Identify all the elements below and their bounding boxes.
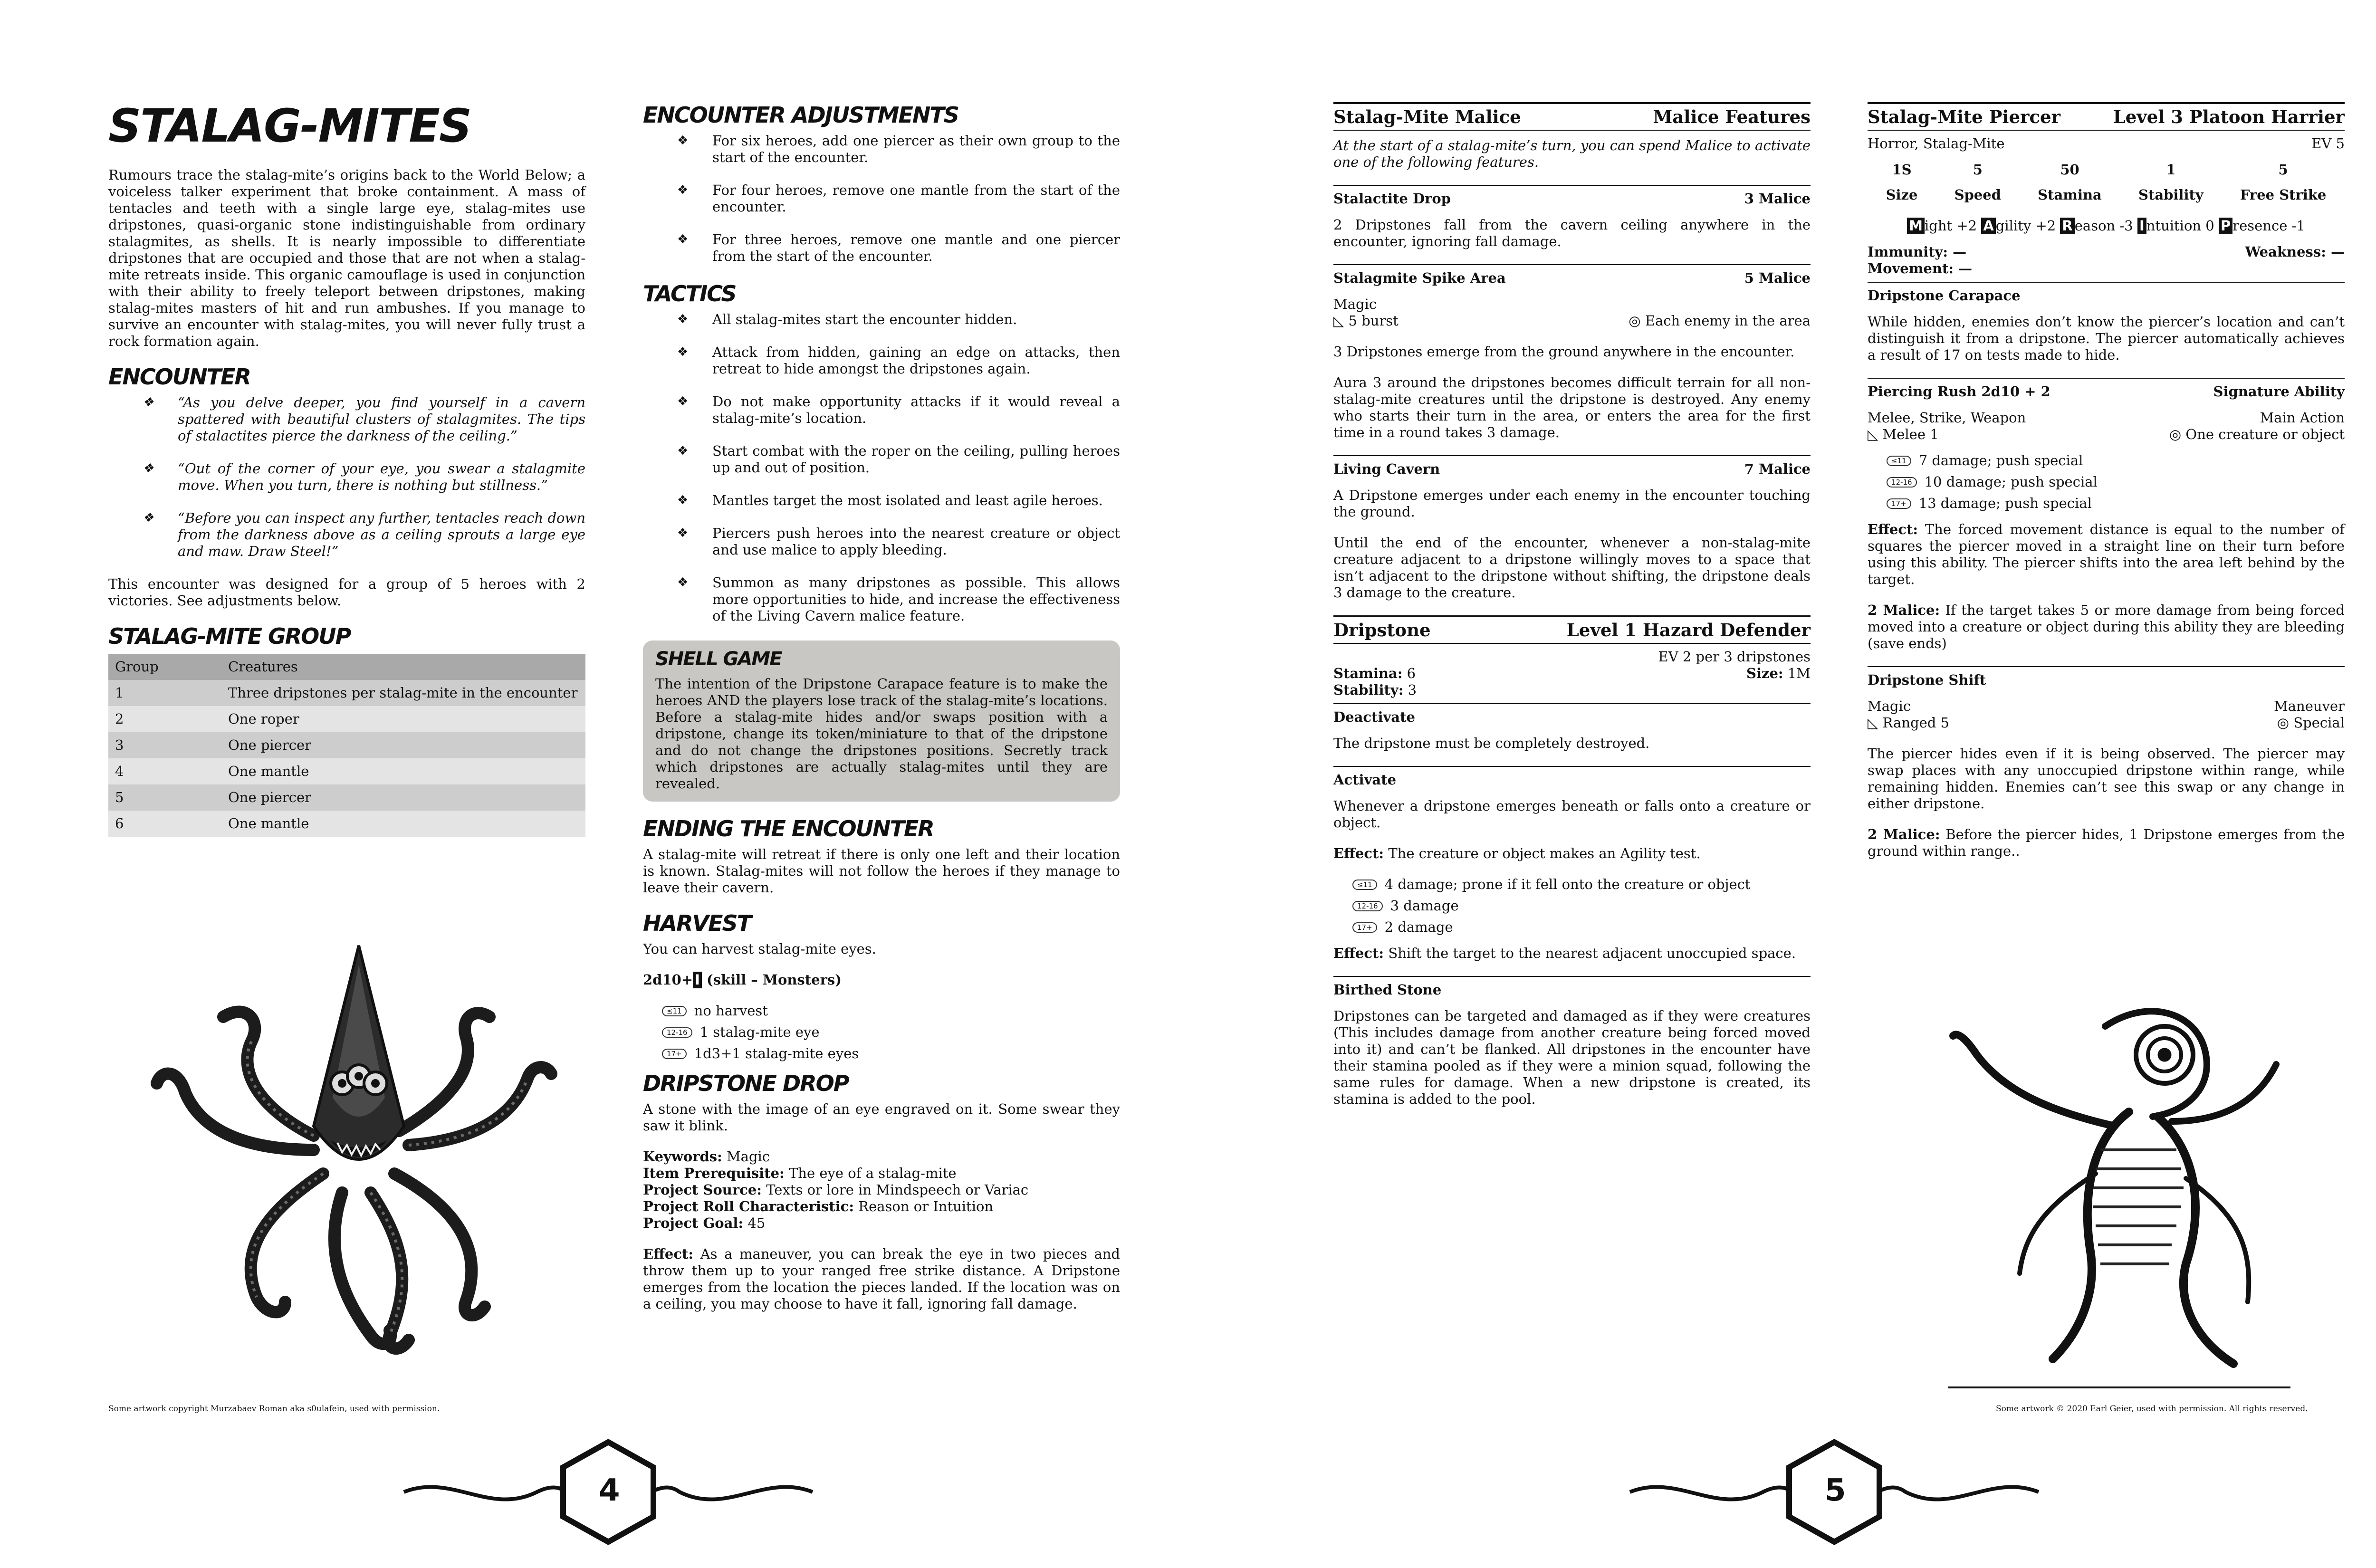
malice-type: Malice Features xyxy=(1653,106,1811,127)
divider xyxy=(1868,282,2345,283)
stat-stamina xyxy=(2038,162,2102,203)
characteristic-text: ight +2 xyxy=(1924,218,1977,234)
field-label: Keywords: xyxy=(643,1148,722,1165)
ability-type: Signature Ability xyxy=(2213,383,2345,400)
rush-keyword-row xyxy=(1868,410,2345,426)
list-item: ❖ “Out of the corner of your eye, you swear a stalagmite move. When you turn, there is nothing but stillness.” xyxy=(108,460,585,494)
table-cell: One mantle xyxy=(221,758,585,784)
field-row xyxy=(643,1198,1120,1215)
malice-label: 2 Malice: xyxy=(1868,602,1940,618)
field-row xyxy=(643,1215,1120,1232)
table-header-row xyxy=(108,654,585,680)
field-value: Magic xyxy=(722,1148,770,1165)
left-column-2 xyxy=(643,102,1120,1327)
dripstone-ev: EV 2 per 3 dripstones xyxy=(1658,649,1811,665)
stat-value: 50 xyxy=(2060,162,2079,178)
malice-text: If the target takes 5 or more damage from being forced moved into a creature or object during this ability they are bleeding (save ends) xyxy=(1868,602,2345,651)
divider xyxy=(1333,766,1811,767)
drop-text: A stone with the image of an eye engraved on it. Some swear they saw it blink. xyxy=(643,1101,1120,1134)
piercer-keywords: Horror, Stalag-Mite xyxy=(1868,135,2005,152)
rush-malice xyxy=(1868,602,2345,652)
birthed-text: Dripstones can be targeted and damaged as if they were creatures (This includes damage from another creature being forced moved into it) and can’t be flanked. All dripstones in the encounter have their stamina pooled as if they were a minion squad, following the same rules for damage. When a new dripstone is created, its stamina is added to the pool. xyxy=(1333,1008,1811,1107)
melee-icon: ◺ xyxy=(1868,426,1883,442)
field-row xyxy=(643,1148,1120,1165)
divider xyxy=(1333,185,1811,186)
adjustment-list xyxy=(643,133,1120,265)
feature-name: Stalactite Drop xyxy=(1333,191,1451,207)
table-cell: 2 xyxy=(108,706,221,732)
ability-distance xyxy=(1868,426,1939,443)
list-item: ❖ Mantles target the most isolated and least agile heroes. xyxy=(643,492,1120,509)
table-cell: 5 xyxy=(108,784,221,811)
right-page xyxy=(1212,0,2376,1568)
drop-fields xyxy=(643,1148,1120,1232)
tier-text: 13 damage; push special xyxy=(1918,495,2092,511)
feature-text: Until the end of the encounter, whenever a non-stalag-mite creature adjacent to a dripstone willingly moves to a space that isn’t adjacent to the dripstone without shifting, the dripstone deals 3 damage to the creature. xyxy=(1333,535,1811,601)
feature-header xyxy=(1333,191,1811,207)
activate-effect-2 xyxy=(1333,945,1811,962)
feature-name: Activate xyxy=(1333,772,1397,788)
list-item: ❖ Start combat with the roper on the ceiling, pulling heroes up and out of position. xyxy=(643,443,1120,476)
effect-text: The forced movement distance is equal to the number of squares the piercer moved in a straight line on their turn before using this ability. The piercer shifts into the area left behind by the target. xyxy=(1868,521,2345,587)
stat-speed xyxy=(1954,162,2001,203)
table-cell: Three dripstones per stalag-mite in the encounter xyxy=(221,680,585,706)
tier-row xyxy=(662,1024,1120,1041)
field-value: Texts or lore in Mindspeech or Variac xyxy=(761,1182,1029,1198)
table-row xyxy=(108,811,585,837)
divider xyxy=(1333,455,1811,456)
tier-row xyxy=(1352,919,1811,936)
movement: Movement: — xyxy=(1868,260,1973,277)
list-item: ❖ “Before you can inspect any further, tentacles reach down from the darkness above as a ceiling sprouts a large eye and maw. Draw Steel!” xyxy=(108,510,585,560)
feature-header xyxy=(1333,270,1811,287)
size-label: Size: xyxy=(1746,665,1783,681)
effect-label: Effect: xyxy=(643,1246,694,1262)
page-number: 5 xyxy=(1825,1473,1846,1508)
stat-value: 1S xyxy=(1892,162,1912,178)
birthed-header xyxy=(1333,982,1811,998)
list-item-text: For four heroes, remove one mantle from the start of the encounter. xyxy=(712,182,1120,215)
target-text: Each enemy in the area xyxy=(1645,313,1811,329)
stat-label: Speed xyxy=(1954,187,2001,203)
area-icon: ◺ xyxy=(1333,313,1349,329)
tier-row xyxy=(1352,876,1811,893)
malice-intro: At the start of a stalag-mite’s turn, you can spend Malice to activate one of the following features. xyxy=(1333,137,1811,170)
carapace-header xyxy=(1868,287,2345,304)
stat-value: 5 xyxy=(1973,162,1983,178)
table-row xyxy=(108,680,585,706)
agility-icon: A xyxy=(1981,218,1995,234)
tier-row xyxy=(1887,495,2345,512)
shift-malice xyxy=(1868,826,2345,860)
effect-label: Effect: xyxy=(1868,521,1918,537)
tier-text: 3 damage xyxy=(1390,898,1459,914)
harvest-text: You can harvest stalag-mite eyes. xyxy=(643,941,876,957)
rush-distance-row xyxy=(1868,426,2345,443)
rush-tiers xyxy=(1868,452,2345,512)
harvest-tiers xyxy=(643,1003,1120,1062)
target-icon: ◎ xyxy=(1629,313,1645,329)
dripstone-name: Dripstone xyxy=(1333,620,1431,641)
divider xyxy=(1868,378,2345,379)
shell-game-sidebar xyxy=(643,641,1120,802)
encounter-quotes xyxy=(108,394,585,560)
shift-keyword-row xyxy=(1868,698,2345,715)
effect-text: As a maneuver, you can break the eye in two pieces and throw them up to your ranged free strike distance. A Dripstone emerges from the location the pieces landed. If the location was on a ceiling, you may choose to have it fall, ignoring fall damage. xyxy=(643,1246,1120,1312)
intuition-icon: I xyxy=(693,972,702,988)
ability-target xyxy=(2277,715,2345,731)
stamina xyxy=(1333,665,1416,682)
malice-label: 2 Malice: xyxy=(1868,826,1940,842)
list-item: ❖ “As you delve deeper, you find yourself in a cavern spattered with beautiful clusters of stalagmites. The tips of stalactites pierce the darkness of the ceiling.” xyxy=(108,394,585,444)
feature-cost: 3 Malice xyxy=(1744,191,1811,207)
field-label: Project Source: xyxy=(643,1182,762,1198)
stat-value: 1 xyxy=(2166,162,2176,178)
divider xyxy=(1333,703,1811,704)
table-row xyxy=(108,758,585,784)
field-value: The eye of a stalag-mite xyxy=(784,1165,957,1181)
art-credit: Some artwork © 2020 Earl Geier, used with permission. All rights reserved. xyxy=(1996,1404,2308,1414)
roll-text: 2d10+ xyxy=(643,972,693,988)
stat-free-strike xyxy=(2240,162,2327,203)
drop-effect xyxy=(643,1246,1120,1312)
activate-header xyxy=(1333,772,1811,788)
ability-keywords: Magic xyxy=(1868,698,1911,714)
piercer-illustration xyxy=(1948,969,2290,1397)
ability-distance xyxy=(1868,715,1949,731)
table-header: Creatures xyxy=(221,654,585,680)
ability-target xyxy=(2169,426,2345,443)
tactics-heading: TACTICS xyxy=(643,281,736,306)
shell-text: The intention of the Dripstone Carapace feature is to make the heroes AND the players lose track of the stalag-mite’s locations. Before a stalag-mite hides and/or swaps position with a dripstone, change its token/miniature to that of the dripstone and do not change the dripstones positions. Secretly track which dripstones are actually stalag-mites until they are revealed. xyxy=(655,676,1108,792)
stat-stability xyxy=(2138,162,2204,203)
carapace-text: While hidden, enemies don’t know the piercer’s location and can’t distinguish it from a dripstone. The piercer automatically achieves a result of 17 on tests made to hide. xyxy=(1868,314,2345,363)
intuition-icon: I xyxy=(2137,218,2146,234)
drop-heading: DRIPSTONE DROP xyxy=(643,1071,849,1096)
tier-1-icon: ≤11 xyxy=(1887,456,1911,466)
table-cell: 4 xyxy=(108,758,221,784)
feature-name: Deactivate xyxy=(1333,709,1415,725)
stat-value: 5 xyxy=(2278,162,2288,178)
distance-text: 5 burst xyxy=(1348,313,1399,329)
tier-text: 10 damage; push special xyxy=(1924,474,2098,490)
divider xyxy=(1868,666,2345,667)
list-item-text: For three heroes, remove one mantle and one piercer from the start of the encounter. xyxy=(712,231,1120,264)
ability-name: Piercing Rush 2d10 + 2 xyxy=(1868,383,2050,400)
piercer-name: Stalag-Mite Piercer xyxy=(1868,106,2061,127)
divider xyxy=(1333,976,1811,977)
harvest-roll xyxy=(643,972,1120,988)
adjust-heading: ENCOUNTER ADJUSTMENTS xyxy=(643,102,958,128)
right-column-2 xyxy=(1868,102,2345,874)
shift-text: The piercer hides even if it is being observed. The piercer may swap places with any unoccupied dripstone within range, while remaining hidden. Enemies can’t see this swap or any change in either dripstone. xyxy=(1868,746,2345,812)
stability-value: 3 xyxy=(1403,682,1417,698)
ability-name: Dripstone Shift xyxy=(1868,672,1986,688)
shell-heading: SHELL GAME xyxy=(655,648,782,670)
feature-distance xyxy=(1333,313,1399,329)
feature-text: A Dripstone emerges under each enemy in the encounter touching the ground. xyxy=(1333,487,1811,520)
group-heading: STALAG-MITE GROUP xyxy=(108,623,351,649)
piercer-keyword-row xyxy=(1868,135,2345,152)
stamina-label: Stamina: xyxy=(1333,665,1403,681)
shift-header xyxy=(1868,672,2345,688)
feature-distance-row xyxy=(1333,313,1811,329)
table-cell: 1 xyxy=(108,680,221,706)
dripstone-statbar xyxy=(1333,615,1811,644)
tier-3-icon: 17+ xyxy=(1887,498,1911,509)
activate-effect xyxy=(1333,845,1811,862)
list-item-text: For six heroes, add one piercer as their own group to the start of the encounter. xyxy=(712,133,1120,165)
tier-3-icon: 17+ xyxy=(1352,922,1377,933)
piercer-statbar xyxy=(1868,102,2345,131)
piercer-stats xyxy=(1868,162,2345,203)
list-item xyxy=(643,182,1120,215)
effect-label: Effect: xyxy=(1333,945,1384,961)
left-column-1 xyxy=(108,99,585,837)
dripstone-tiers xyxy=(1333,876,1811,936)
tier-text: 2 damage xyxy=(1384,919,1453,935)
characteristics xyxy=(1868,218,2345,234)
tier-row xyxy=(662,1003,1120,1019)
encounter-heading: ENCOUNTER xyxy=(108,364,250,390)
immunity-row xyxy=(1868,244,2345,260)
roll-skill: (skill – Monsters) xyxy=(701,972,842,988)
feature-name: Birthed Stone xyxy=(1333,982,1442,998)
characteristic-text: eason -3 xyxy=(2074,218,2133,234)
tier-text: 7 damage; push special xyxy=(1918,452,2083,468)
tier-text: 4 damage; prone if it fell onto the creature or object xyxy=(1384,876,1751,892)
tier-2-icon: 12-16 xyxy=(1887,477,1917,488)
field-value: Reason or Intuition xyxy=(854,1198,994,1214)
feature-text: Aura 3 around the dripstones becomes difficult terrain for all non-stalag-mite creatures until the dripstone is destroyed. Any enemy who starts their turn in the area, or enters the area for the first time in a round takes 3 damage. xyxy=(1333,374,1811,440)
table-cell: One roper xyxy=(221,706,585,732)
tier-text: 1d3+1 stalag-mite eyes xyxy=(694,1045,859,1061)
table-cell: One piercer xyxy=(221,784,585,811)
ending-heading: ENDING THE ENCOUNTER xyxy=(643,816,934,841)
feature-header xyxy=(1333,461,1811,478)
group-table xyxy=(108,654,585,837)
feature-text: 2 Dripstones fall from the cavern ceiling anywhere in the encounter, ignoring fall damage. xyxy=(1333,217,1811,249)
characteristic-text: resence -1 xyxy=(2232,218,2305,234)
harvest-heading: HARVEST xyxy=(643,910,751,936)
characteristic-text: gility +2 xyxy=(1995,218,2056,234)
table-cell: 6 xyxy=(108,811,221,837)
effect-label: Effect: xyxy=(1333,845,1384,861)
stamina-value: 6 xyxy=(1402,665,1416,681)
divider xyxy=(1333,264,1811,265)
presence-icon: P xyxy=(2219,218,2232,234)
list-item: ❖ Do not make opportunity attacks if it would reveal a stalag-mite’s location. xyxy=(643,393,1120,427)
feature-text: 3 Dripstones emerge from the ground anywhere in the encounter. xyxy=(1333,344,1795,360)
dripstone-level: Level 1 Hazard Defender xyxy=(1566,620,1811,641)
tier-1-icon: ≤11 xyxy=(1352,880,1377,890)
field-label: Project Roll Characteristic: xyxy=(643,1198,854,1214)
tier-text: no harvest xyxy=(694,1003,768,1019)
characteristic-text: ntuition 0 xyxy=(2146,218,2214,234)
feature-cost: 5 Malice xyxy=(1744,270,1811,286)
table-header: Group xyxy=(108,654,221,680)
stability-label: Stability: xyxy=(1333,682,1404,698)
table-row xyxy=(108,706,585,732)
stat-label: Stamina xyxy=(2038,187,2102,203)
tactics-list xyxy=(643,311,1120,624)
list-item: ❖ Piercers push heroes into the nearest creature or object and use malice to apply bleeding. xyxy=(643,525,1120,558)
tier-row xyxy=(1887,474,2345,490)
target-icon: ◎ xyxy=(2169,426,2186,442)
size xyxy=(1746,665,1811,682)
table-cell: One piercer xyxy=(221,732,585,758)
malice-name: Stalag-Mite Malice xyxy=(1333,106,1521,127)
stalag-mite-illustration xyxy=(143,927,570,1378)
ranged-icon: ◺ xyxy=(1868,715,1883,731)
deactivate-header xyxy=(1333,709,1811,726)
activate-text: Whenever a dripstone emerges beneath or falls onto a creature or object. xyxy=(1333,798,1811,831)
feature-name: Stalagmite Spike Area xyxy=(1333,270,1506,286)
effect-text: Shift the target to the nearest adjacent unoccupied space. xyxy=(1384,945,1796,961)
target-icon: ◎ xyxy=(2277,715,2294,731)
target-text: Special xyxy=(2293,715,2345,731)
dripstone-stats-row xyxy=(1333,665,1811,682)
tier-2-icon: 12-16 xyxy=(662,1027,692,1038)
list-item: ❖ All stalag-mites start the encounter hidden. xyxy=(643,311,1120,328)
malice-text: Before the piercer hides, 1 Dripstone emerges from the ground within range.. xyxy=(1868,826,2345,859)
field-value: 45 xyxy=(743,1215,766,1231)
deactivate-text: The dripstone must be completely destroyed. xyxy=(1333,735,1650,751)
malice-statbar xyxy=(1333,102,1811,131)
feature-name: Dripstone Carapace xyxy=(1868,287,2021,304)
table-row xyxy=(108,784,585,811)
stability xyxy=(1333,682,1811,698)
tier-3-icon: 17+ xyxy=(662,1049,687,1059)
ability-action: Main Action xyxy=(2260,410,2345,426)
stat-size xyxy=(1886,162,1918,203)
feature-name: Living Cavern xyxy=(1333,461,1440,477)
list-item xyxy=(643,231,1120,265)
rush-effect xyxy=(1868,521,2345,588)
feature-cost: 7 Malice xyxy=(1744,461,1811,477)
art-credit: Some artwork copyright Murzabaev Roman aka s0ulafein, used with permission. xyxy=(108,1404,440,1414)
page-number: 4 xyxy=(599,1473,620,1508)
table-cell: One mantle xyxy=(221,811,585,837)
feature-keyword: Magic xyxy=(1333,296,1377,312)
might-icon: M xyxy=(1907,218,1925,234)
stat-label: Free Strike xyxy=(2240,187,2327,203)
weakness: Weakness: — xyxy=(2245,244,2345,260)
table-cell: 3 xyxy=(108,732,221,758)
field-row xyxy=(643,1165,1120,1182)
stat-label: Stability xyxy=(2138,187,2204,203)
target-text: One creature or object xyxy=(2185,426,2345,442)
intro-text: Rumours trace the stalag-mite’s origins back to the World Below; a voiceless talker experiment that broke containment. A mass of tentacles and teeth with a single large eye, stalag-mites use dripstones, quasi-organic stone indistinguishable from ordinary stalagmites, as shells. It is nearly impossible to differentiate dripstones that are occupied and those that are not when a stalag-mite retreats inside. This organic camouflage is used in conjunction with their ability to freely teleport between dripstones, making stalag-mites masters of hit and run ambushes. If you manage to survive an encounter with stalag-mites, you will never fully trust a rock formation again. xyxy=(108,167,585,349)
right-column-1 xyxy=(1333,102,1811,1122)
rush-header xyxy=(1868,383,2345,400)
list-item: ❖ Summon as many dripstones as possible. This allows more opportunities to hide, and increase the effectiveness of the Living Cavern malice feature. xyxy=(643,574,1120,624)
tier-row xyxy=(1887,452,2345,469)
stat-label: Size xyxy=(1886,187,1918,203)
distance-text: Melee 1 xyxy=(1882,426,1939,442)
tier-2-icon: 12-16 xyxy=(1352,901,1383,911)
size-value: 1M xyxy=(1783,665,1811,681)
tier-row xyxy=(1352,898,1811,914)
list-item xyxy=(643,133,1120,166)
distance-text: Ranged 5 xyxy=(1882,715,1949,731)
tier-row xyxy=(662,1045,1120,1062)
shift-distance-row xyxy=(1868,715,2345,731)
table-row xyxy=(108,732,585,758)
page-title: STALAG-MITES xyxy=(108,99,471,153)
field-label: Project Goal: xyxy=(643,1215,744,1231)
ability-keywords: Melee, Strike, Weapon xyxy=(1868,410,2026,426)
list-item: ❖ Attack from hidden, gaining an edge on attacks, then retreat to hide amongst the dripstones again. xyxy=(643,344,1120,377)
piercer-level: Level 3 Platoon Harrier xyxy=(2113,106,2345,127)
tier-text: 1 stalag-mite eye xyxy=(699,1024,820,1040)
reason-icon: R xyxy=(2060,218,2074,234)
ability-action: Maneuver xyxy=(2274,698,2345,714)
encounter-note: This encounter was designed for a group of 5 heroes with 2 victories. See adjustments below. xyxy=(108,576,585,609)
field-label: Item Prerequisite: xyxy=(643,1165,785,1181)
feature-target xyxy=(1629,313,1811,329)
field-row xyxy=(643,1182,1120,1198)
effect-text: The creature or object makes an Agility test. xyxy=(1384,845,1701,861)
piercer-ev: EV 5 xyxy=(2311,135,2345,152)
immunity: Immunity: — xyxy=(1868,244,1967,260)
tier-1-icon: ≤11 xyxy=(662,1006,687,1016)
ending-text: A stalag-mite will retreat if there is only one left and their location is known. Stalag-mites will not follow the heroes if they manage to leave their cavern. xyxy=(643,846,1120,896)
